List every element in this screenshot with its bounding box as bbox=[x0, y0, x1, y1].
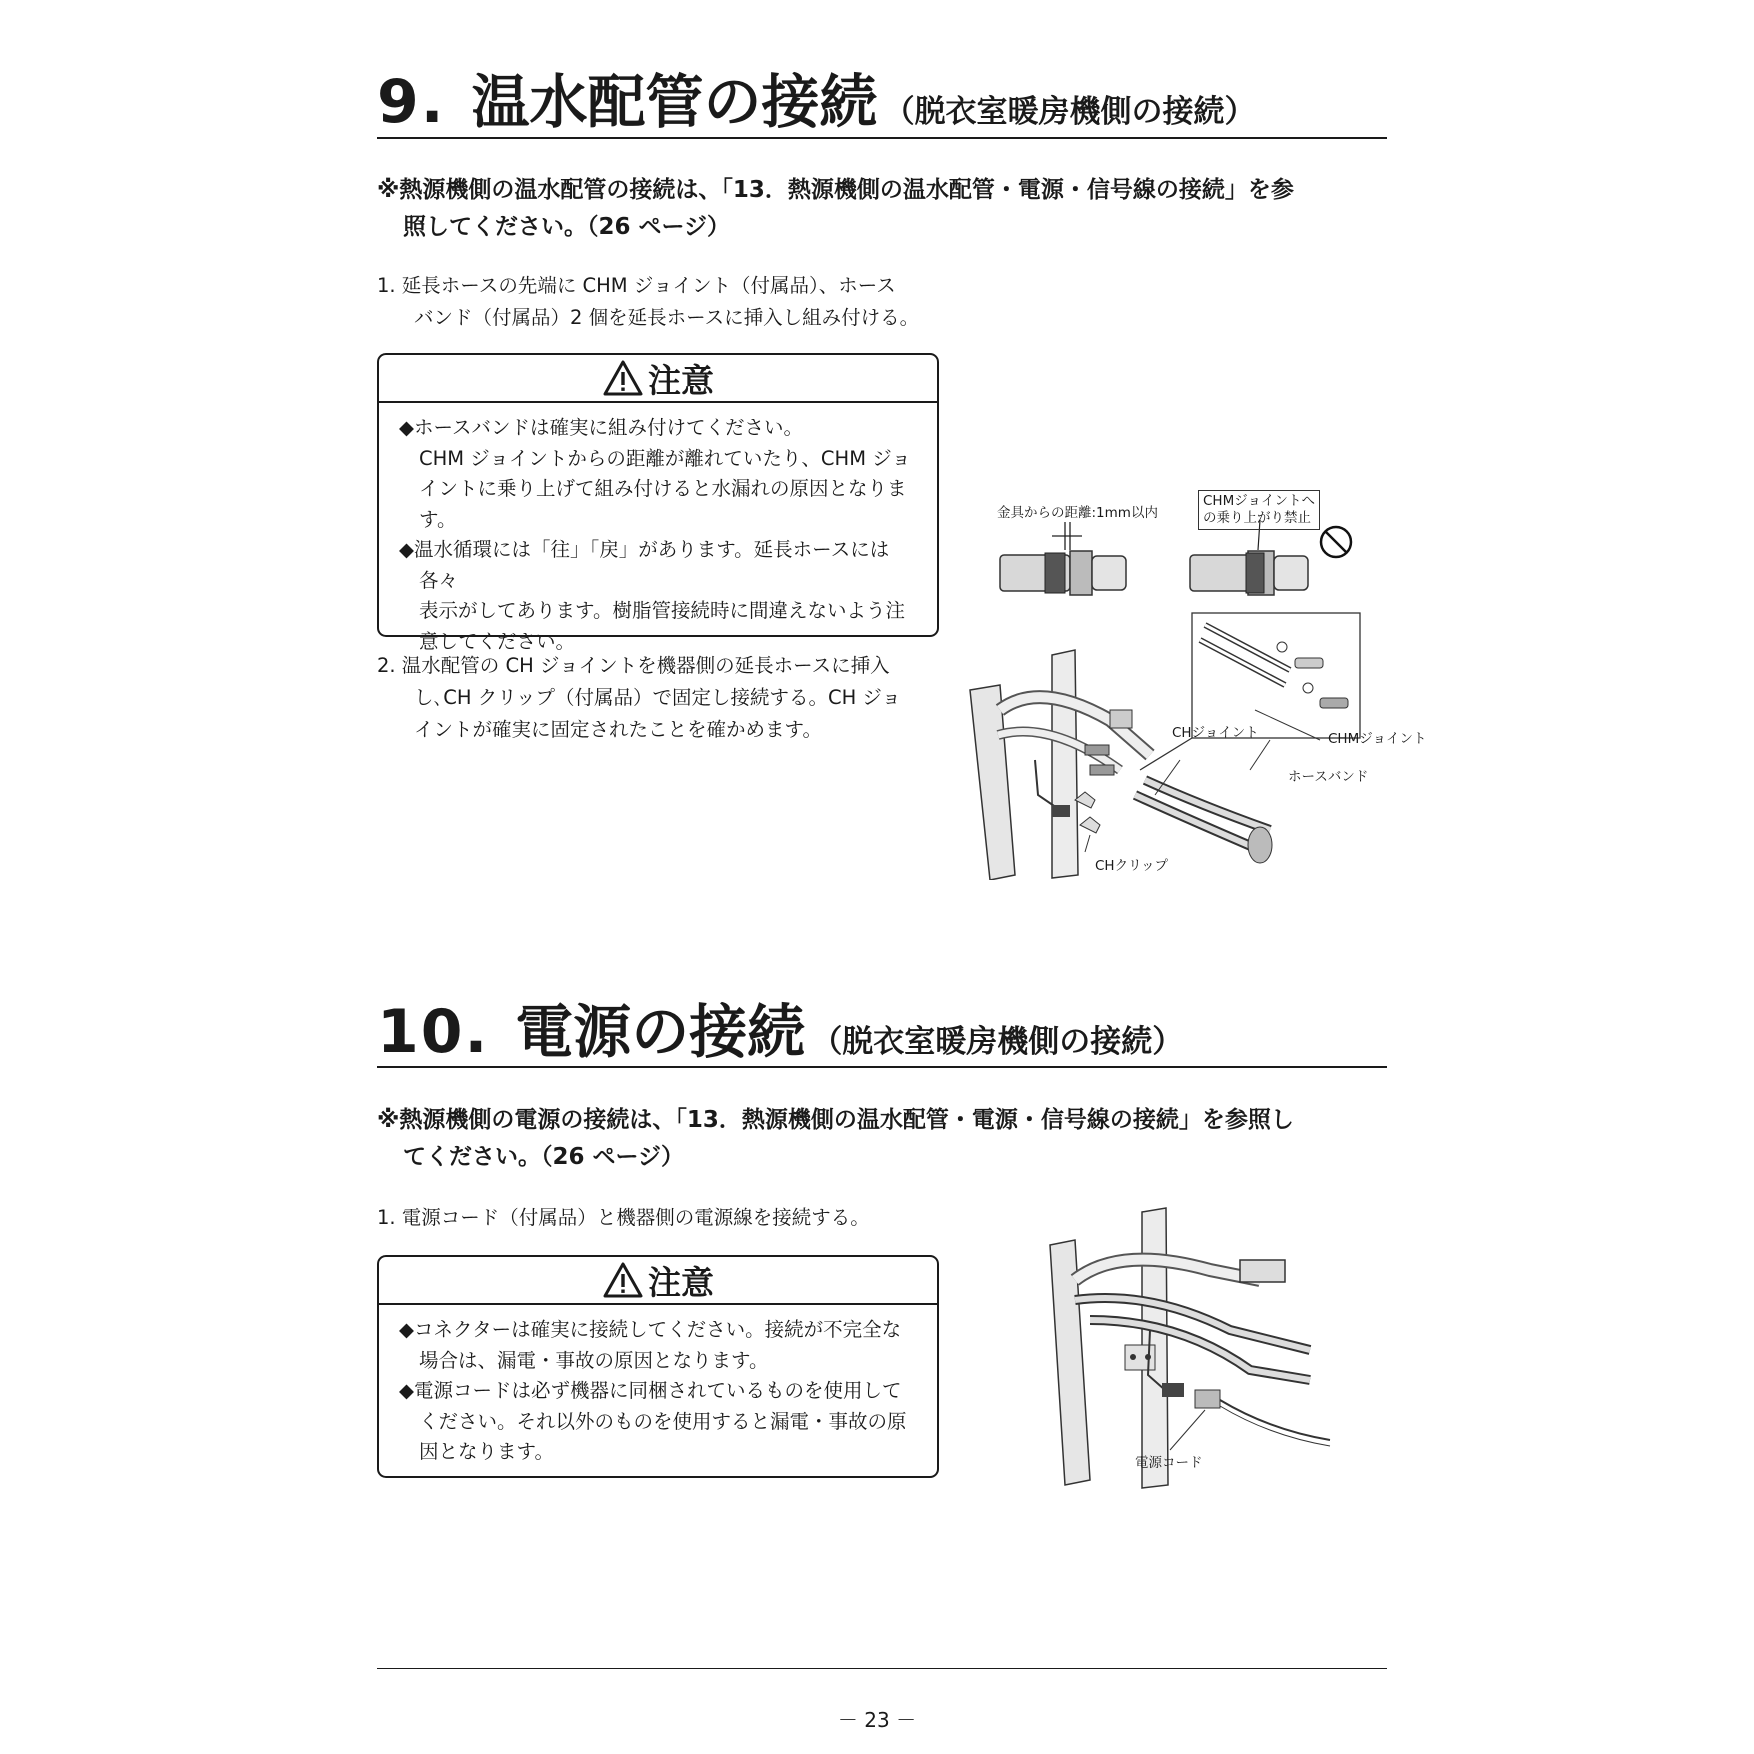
section9-heading bbox=[377, 67, 1256, 137]
section9-caution-header bbox=[379, 355, 937, 403]
section9-step1 bbox=[377, 270, 937, 334]
warning-icon bbox=[602, 1261, 644, 1299]
section9-step2-line3: イントが確実に固定されたことを確かめます。 bbox=[414, 718, 822, 741]
section9-caution-box bbox=[377, 353, 939, 653]
caution-text: ◆コネクターは確実に接続してください。接続が不完全な bbox=[399, 1318, 902, 1341]
hose-band-label: ホースバンド bbox=[1288, 769, 1369, 785]
section9-title: 温水配管の接続 bbox=[471, 68, 878, 136]
detail-callout bbox=[1140, 613, 1360, 770]
caution-text: ください。それ以外のものを使用すると漏電・事故の原 bbox=[419, 1409, 907, 1433]
section10-step1-text: 1. 電源コード（付属品）と機器側の電源線を接続する。 bbox=[377, 1206, 870, 1229]
section9-step1-line2: バンド（付属品）2 個を延長ホースに挿入し組み付ける。 bbox=[414, 306, 920, 329]
section9-note bbox=[377, 172, 1387, 246]
ride-label-line2: の乗り上がり禁止 bbox=[1203, 510, 1311, 526]
appliance-power-illustration bbox=[1050, 1208, 1330, 1488]
page-number: － 23 － bbox=[837, 1708, 917, 1732]
caution-text: ◆電源コードは必ず機器に同梱されているものを使用して bbox=[399, 1379, 902, 1402]
hose-ok-illustration bbox=[1000, 522, 1126, 595]
caution-text: 因となります。 bbox=[419, 1440, 554, 1463]
section10-note bbox=[377, 1102, 1387, 1176]
section9-note-line2: 照してください。（26 ページ） bbox=[403, 214, 731, 240]
section10-note-line2: てください。（26 ページ） bbox=[403, 1144, 685, 1170]
section9-step2-line2: し､CH クリップ（付属品）で固定し接続する。CH ジョ bbox=[414, 686, 902, 709]
ride-label-line1: CHMジョイントへ bbox=[1203, 493, 1315, 509]
caution-text: 表示がしてあります。樹脂管接続時に間違えないよう注 bbox=[419, 599, 905, 622]
warning-icon bbox=[602, 359, 644, 397]
section9-step2-line1: 2. 温水配管の CH ジョイントを機器側の延長ホースに挿入 bbox=[377, 654, 890, 677]
caution-text: ◆温水循環には「往」「戻」があります。延長ホースには各々 bbox=[399, 538, 890, 592]
section10-caution-item2 bbox=[399, 1376, 921, 1468]
section10-note-line1: ※熱源機側の電源の接続は、「13．熱源機側の温水配管・電源・信号線の接続」を参照し bbox=[377, 1107, 1294, 1133]
section9-figure bbox=[960, 480, 1440, 880]
section9-caution-item1 bbox=[399, 413, 921, 535]
section10-heading bbox=[377, 997, 1184, 1067]
section10-title: 電源の接続 bbox=[515, 998, 806, 1066]
caution-text: 意してください。 bbox=[419, 629, 576, 653]
ch-clip-label: CHクリップ bbox=[1095, 858, 1169, 874]
caution-text: イントに乗り上げて組み付けると水漏れの原因となりま bbox=[419, 477, 907, 500]
caution-text: ◆ホースバンドは確実に組み付けてください。 bbox=[399, 416, 804, 439]
section10-caution-body bbox=[379, 1305, 937, 1476]
section10-caution-box bbox=[377, 1255, 939, 1478]
section9-number: 9. bbox=[377, 67, 446, 137]
distance-label: 金具からの距離:1mm以内 bbox=[997, 505, 1158, 521]
chm-joint-label: CHMジョイント bbox=[1328, 731, 1427, 747]
section10-caution-item1 bbox=[399, 1315, 921, 1376]
caution-text: CHM ジョイントからの距離が離れていたり、CHM ジョ bbox=[419, 446, 911, 470]
ride-on-prohibited-label bbox=[1198, 490, 1320, 530]
section9-caution-item2 bbox=[399, 535, 921, 657]
section9-step2 bbox=[377, 650, 937, 746]
section9-rule bbox=[377, 137, 1387, 139]
footer-rule bbox=[377, 1668, 1387, 1669]
section9-note-line1: ※熱源機側の温水配管の接続は、「13．熱源機側の温水配管・電源・信号線の接続」を参 bbox=[377, 177, 1294, 203]
prohibition-icon bbox=[1321, 527, 1351, 557]
section10-caution-header bbox=[379, 1257, 937, 1305]
ch-joint-label: CHジョイント bbox=[1172, 725, 1259, 741]
section10-subtitle: （脱衣室暖房機側の接続） bbox=[811, 1024, 1184, 1060]
power-cord-label: 電源コード bbox=[1135, 1455, 1203, 1471]
section9-step1-line1: 1. 延長ホースの先端に CHM ジョイント（付属品）、ホース bbox=[377, 274, 896, 297]
section9-caution-body bbox=[379, 403, 937, 665]
section9-subtitle: （脱衣室暖房機側の接続） bbox=[883, 94, 1256, 130]
section10-figure bbox=[1030, 1200, 1350, 1490]
section10-number: 10. bbox=[377, 997, 490, 1067]
section10-rule bbox=[377, 1066, 1387, 1068]
section9-caution-title: 注意 bbox=[648, 360, 714, 400]
section10-caution-title: 注意 bbox=[648, 1262, 714, 1302]
caution-text: 場合は、漏電・事故の原因となります。 bbox=[419, 1348, 769, 1372]
caution-text: す。 bbox=[419, 507, 457, 531]
section10-step1 bbox=[377, 1202, 937, 1234]
hose-ng-illustration bbox=[1190, 520, 1308, 595]
